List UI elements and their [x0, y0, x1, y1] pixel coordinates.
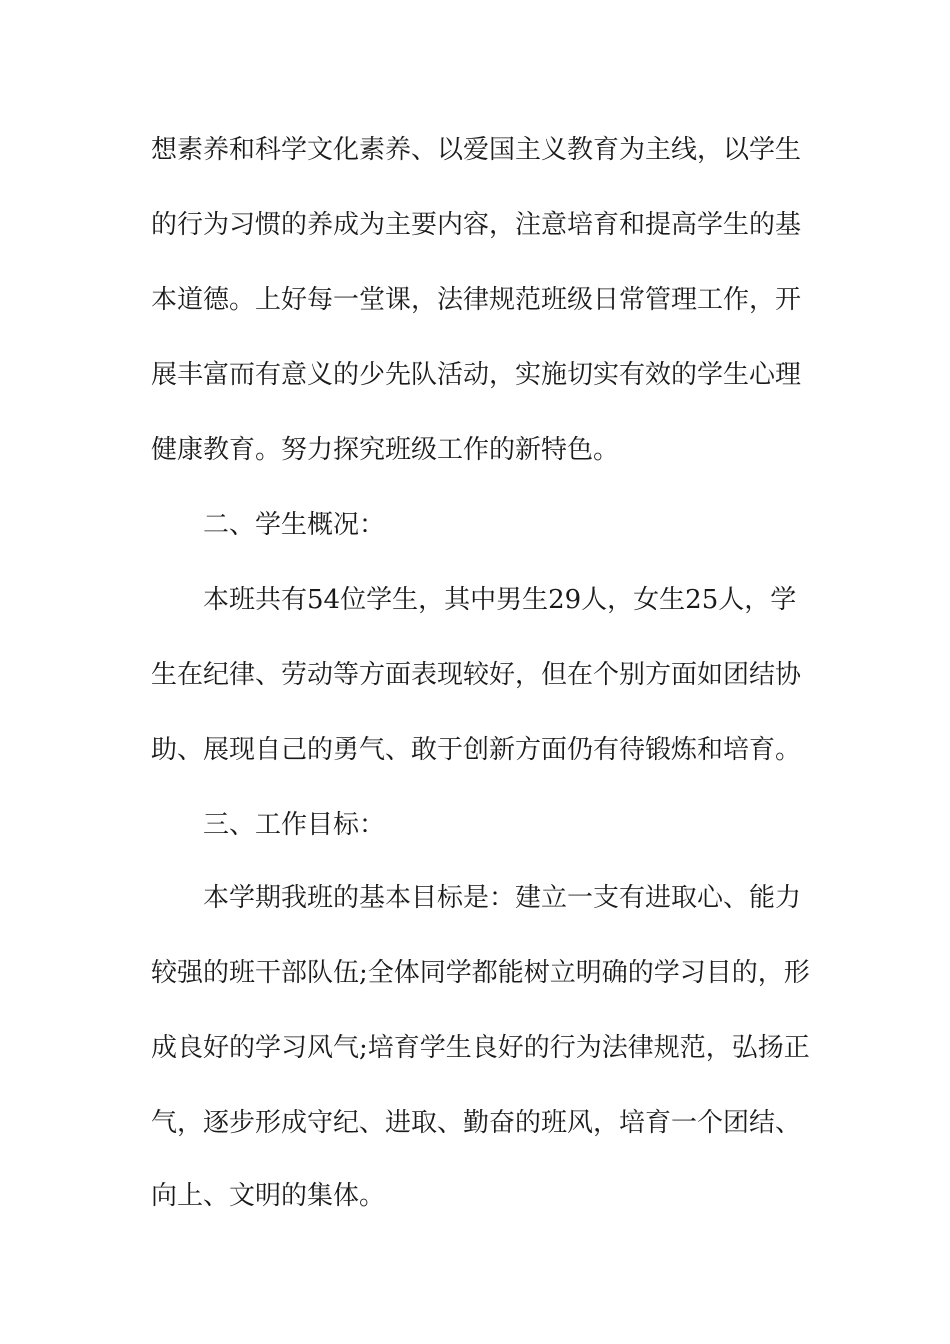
paragraph-line: 气，逐步形成守纪、进取、勤奋的班风，培育一个团结、: [151, 1108, 802, 1138]
paragraph-line: 本道德。上好每一堂课，法律规范班级日常管理工作，开: [151, 285, 802, 315]
paragraph-line: 较强的班干部队伍;全体同学都能树立明确的学习目的，形: [151, 958, 810, 988]
paragraph-line: 的行为习惯的养成为主要内容，注意培育和提高学生的基: [151, 210, 802, 240]
paragraph-line: 本学期我班的基本目标是：建立一支有进取心、能力: [203, 883, 802, 913]
paragraph-line: 展丰富而有意义的少先队活动，实施切实有效的学生心理: [151, 360, 802, 390]
paragraph-line: 生在纪律、劳动等方面表现较好，但在个别方面如团结协: [151, 660, 802, 690]
section-heading-student-overview: 二、学生概况：: [203, 510, 386, 540]
paragraph-line: 健康教育。努力探究班级工作的新特色。: [151, 435, 620, 465]
paragraph-line: 想素养和科学文化素养、以爱国主义教育为主线，以学生: [151, 135, 802, 165]
paragraph-line: 助、展现自己的勇气、敢于创新方面仍有待锻炼和培育。: [151, 735, 802, 765]
paragraph-line: 成良好的学习风气;培育学生良好的行为法律规范，弘扬正: [151, 1033, 810, 1063]
section-heading-work-goals: 三、工作目标：: [203, 810, 386, 840]
paragraph-line: 本班共有54位学生，其中男生29人，女生25人，学: [203, 585, 797, 615]
paragraph-line: 向上、文明的集体。: [151, 1181, 386, 1211]
